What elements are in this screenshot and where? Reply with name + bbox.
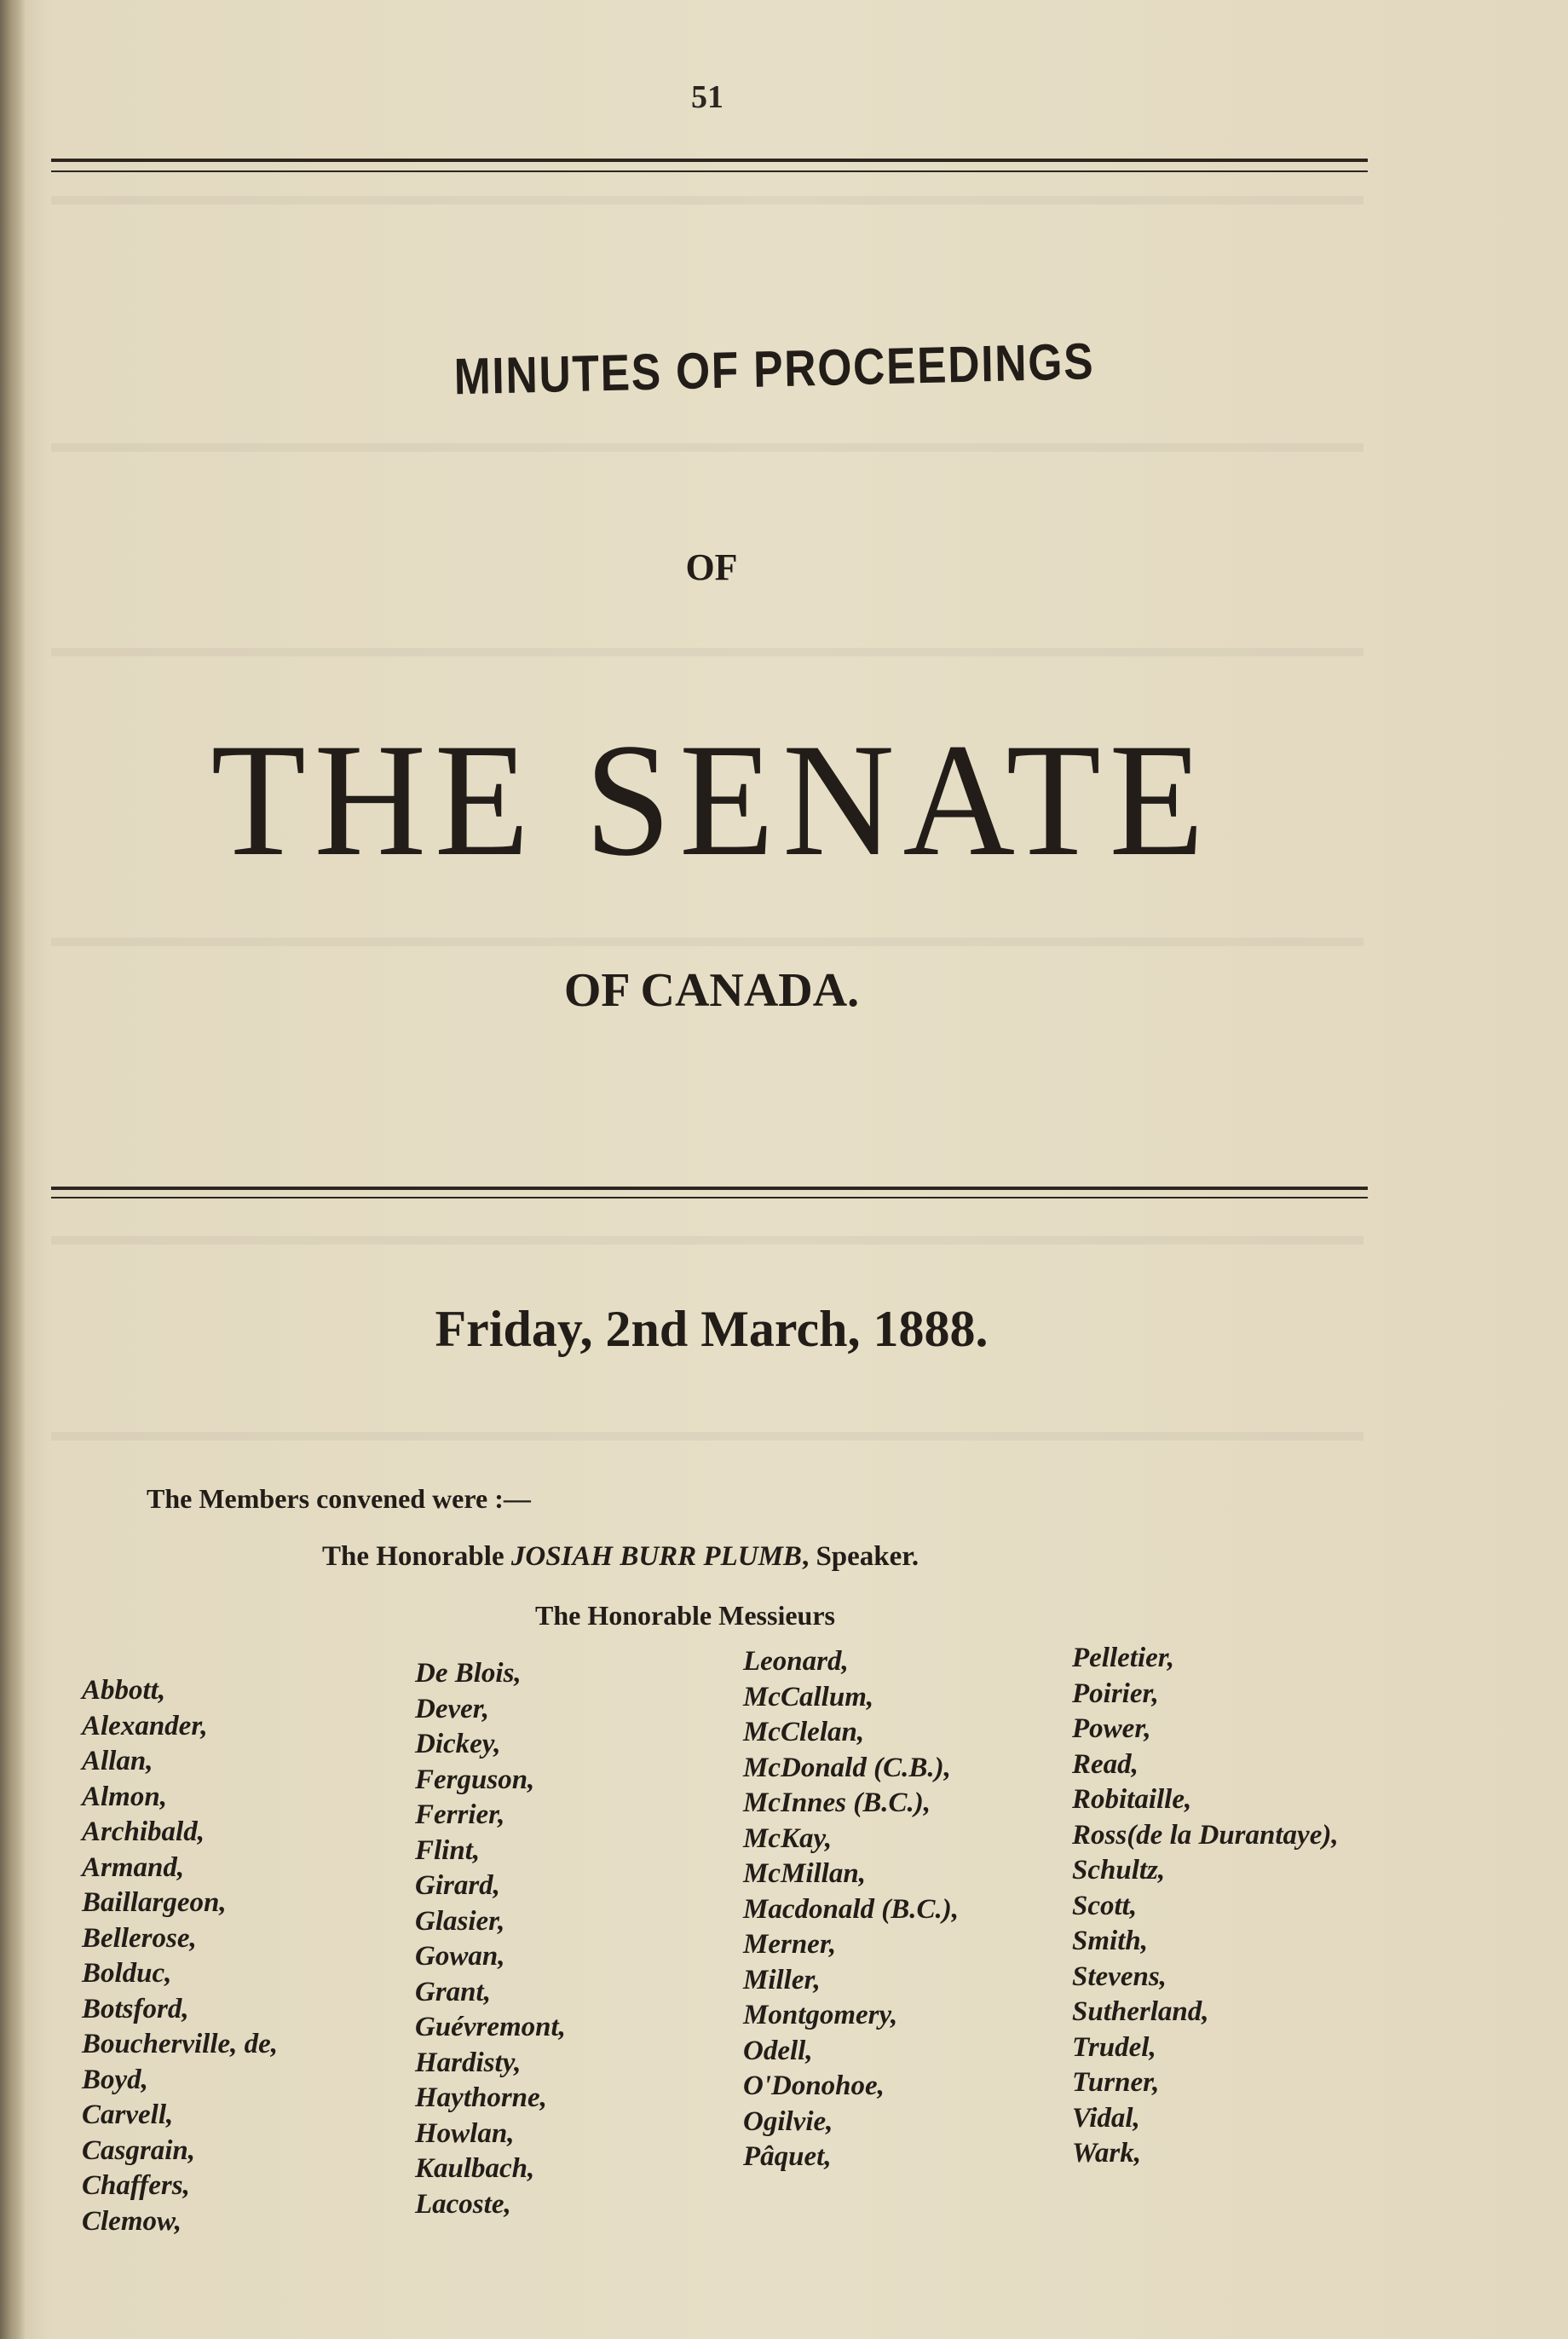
- member-name: Pâquet,: [743, 2141, 832, 2172]
- member-name: McClelan,: [743, 1717, 865, 1747]
- member-name: Trudel,: [1072, 2031, 1156, 2063]
- binding-shadow: [0, 0, 26, 2339]
- member-name: Archibald,: [82, 1816, 205, 1847]
- members-column-2: [415, 1656, 566, 2222]
- member-name: Gowan,: [415, 1941, 505, 1972]
- member-name: Botsford,: [82, 1993, 189, 2024]
- members-column-4: [1072, 1641, 1339, 2172]
- title-of: OF: [685, 546, 738, 588]
- senate-heading: THE SENATE: [210, 711, 1213, 890]
- bleed-through: [51, 443, 1363, 452]
- member-name: Miller,: [743, 1964, 821, 1995]
- messieurs-heading: The Honorable Messieurs: [535, 1600, 835, 1631]
- member-name: Wark,: [1072, 2138, 1141, 2169]
- section-rule-thin: [51, 1197, 1368, 1198]
- member-name: Odell,: [743, 2035, 813, 2066]
- members-intro: The Members convened were :—: [147, 1483, 531, 1514]
- bleed-through: [51, 648, 1363, 656]
- member-name: Bolduc,: [82, 1958, 172, 1989]
- member-name: Dever,: [415, 1693, 490, 1724]
- bleed-through: [51, 1236, 1363, 1245]
- member-name: Bellerose,: [82, 1922, 197, 1954]
- header-rule: [51, 159, 1368, 162]
- member-name: Robitaille,: [1072, 1784, 1192, 1815]
- member-name: Abbott,: [82, 1675, 166, 1706]
- member-name: Boucherville, de,: [82, 2029, 279, 2059]
- member-name: Ferguson,: [415, 1764, 535, 1795]
- member-name: Ogilvie,: [743, 2105, 833, 2137]
- member-name: Alexander,: [82, 1710, 208, 1741]
- member-name: Haythorne,: [415, 2082, 547, 2113]
- member-name: Pelletier,: [1072, 1643, 1175, 1673]
- member-name: Chaffers,: [82, 2170, 190, 2201]
- bleed-through: [51, 938, 1363, 946]
- member-name: Clemow,: [82, 2205, 182, 2237]
- bleed-through: [51, 1432, 1363, 1441]
- header-rule-thin: [51, 170, 1368, 172]
- member-name: Allan,: [82, 1746, 153, 1776]
- member-name: Sutherland,: [1072, 1996, 1209, 2027]
- page-number: 51: [691, 79, 723, 115]
- members-column-3: [743, 1644, 959, 2175]
- member-name: Almon,: [82, 1781, 167, 1812]
- member-name: Schultz,: [1072, 1855, 1166, 1886]
- member-name: Stevens,: [1072, 1961, 1167, 1992]
- member-name: Baillargeon,: [82, 1887, 227, 1918]
- session-date: Friday, 2nd March, 1888.: [435, 1301, 989, 1357]
- member-name: Montgomery,: [743, 2000, 898, 2030]
- member-name: Leonard,: [743, 1646, 849, 1677]
- member-name: Power,: [1072, 1713, 1151, 1744]
- member-name: McCallum,: [743, 1681, 874, 1712]
- members-column-1: [82, 1673, 278, 2239]
- member-name: O'Donohoe,: [743, 2070, 885, 2101]
- member-name: Girard,: [415, 1870, 500, 1901]
- member-name: Casgrain,: [82, 2134, 195, 2166]
- member-name: Glasier,: [415, 1905, 505, 1937]
- member-name: McInnes (B.C.),: [743, 1787, 931, 1818]
- member-name: Guévremont,: [415, 2012, 566, 2042]
- member-name: McMillan,: [743, 1858, 866, 1889]
- member-name: De Blois,: [415, 1658, 522, 1689]
- member-name: Hardisty,: [415, 2047, 522, 2078]
- member-name: Poirier,: [1072, 1678, 1159, 1709]
- speaker-line: [322, 1541, 919, 1573]
- member-name: McDonald (C.B.),: [743, 1752, 951, 1783]
- member-name: Read,: [1072, 1748, 1139, 1780]
- member-name: Kaulbach,: [415, 2153, 535, 2184]
- member-name: Smith,: [1072, 1926, 1148, 1956]
- member-name: Merner,: [743, 1929, 837, 1960]
- member-name: Howlan,: [415, 2117, 515, 2149]
- member-name: Armand,: [82, 1851, 185, 1883]
- member-name: Macdonald (B.C.),: [743, 1893, 960, 1925]
- member-name: Boyd,: [82, 2064, 148, 2095]
- member-name: Flint,: [415, 1834, 481, 1866]
- canada-heading: OF CANADA.: [563, 964, 860, 1017]
- page-title: MINUTES OF PROCEEDINGS: [453, 332, 1095, 406]
- member-name: McKay,: [743, 1822, 833, 1854]
- member-name: Carvell,: [82, 2099, 174, 2130]
- member-name: Lacoste,: [415, 2188, 511, 2220]
- member-name: Grant,: [415, 1976, 491, 2007]
- section-rule: [51, 1187, 1368, 1190]
- member-name: Scott,: [1072, 1890, 1138, 1921]
- member-name: Vidal,: [1072, 2102, 1140, 2134]
- bleed-through: [51, 196, 1363, 205]
- speaker-suffix: , Speaker.: [801, 1541, 919, 1572]
- speaker-name: JOSIAH BURR PLUMB: [510, 1541, 802, 1572]
- member-name: Turner,: [1072, 2067, 1160, 2098]
- speaker-prefix: The Honorable: [322, 1541, 504, 1572]
- member-name: Ferrier,: [415, 1799, 505, 1830]
- member-name: Ross(de la Durantaye),: [1072, 1819, 1339, 1851]
- member-name: Dickey,: [415, 1729, 501, 1759]
